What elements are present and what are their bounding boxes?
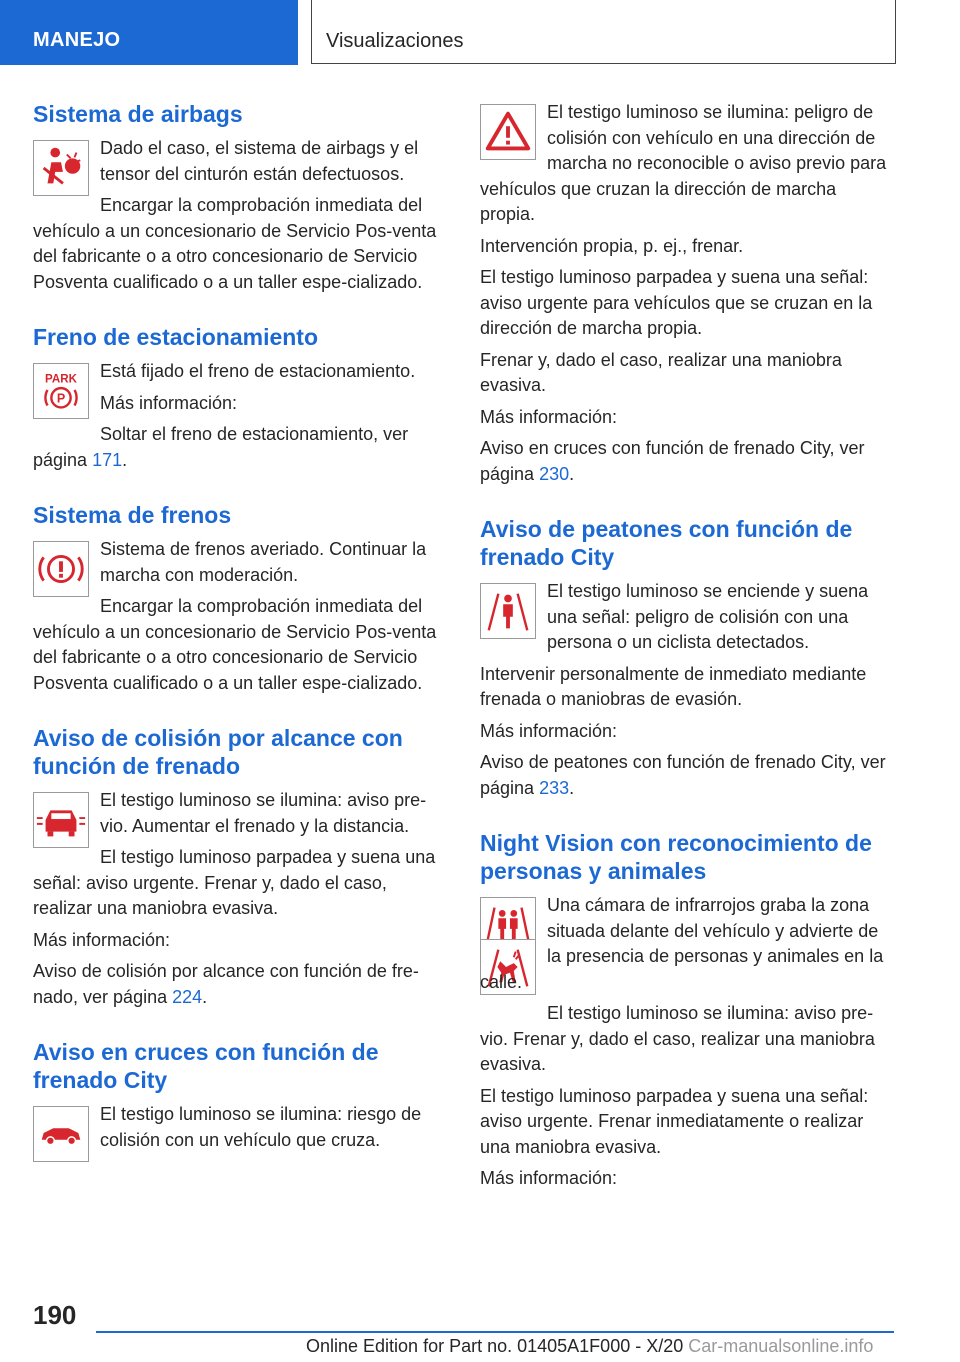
section-tab xyxy=(311,0,896,64)
page-number: 190 xyxy=(33,1300,77,1330)
park-brake-icon xyxy=(33,363,89,419)
collision-text-2: El testigo luminoso parpadea y suena una señal: aviso urgente. Frenar y, dado el caso, realizar una maniobra evasiva. xyxy=(33,847,436,918)
section-brakes xyxy=(33,501,443,696)
pedestrian-text-2: Intervenir personalmente de inmediato mediante frenada o maniobras de evasión. xyxy=(480,663,867,709)
chapter-title: MANEJO xyxy=(33,29,121,51)
crossing-ref-end: . xyxy=(569,463,575,484)
chapter-tab xyxy=(0,0,298,65)
heading-night-vision: Night Vision con reconocimiento de personas y animales xyxy=(480,830,872,884)
footer-edition: Online Edition for Part no. 01405A1F000 - X/20 xyxy=(306,1336,684,1356)
pedestrian-text-1: El testigo luminoso se enciende y suena una señal: peligro de colisión con una persona o un ciclista detectados. xyxy=(547,581,869,652)
section-night-vision xyxy=(480,829,896,1192)
parking-ref-end: . xyxy=(122,449,128,470)
section-title: Visualizaciones xyxy=(326,30,464,52)
crossing-text-1: El testigo luminoso se ilumina: riesgo de colisión con un vehículo que cruza. xyxy=(100,1104,422,1150)
park-icon-label: PARK xyxy=(45,373,77,386)
night-vision-text-1: Una cámara de infrarrojos graba la zona situada delante del vehículo y advierte de la presencia de personas y animales en la calle. xyxy=(480,895,884,992)
parking-text-3 xyxy=(33,422,443,473)
heading-collision-warning: Aviso de colisión por alcance con función de frenado xyxy=(33,725,403,779)
heading-airbags: Sistema de airbags xyxy=(33,101,243,127)
parking-ref-text: Soltar el freno de estacionamiento, ver página xyxy=(33,424,409,470)
airbags-text-1: Dado el caso, el sistema de airbags y el tensor del cinturón están defectuosos. xyxy=(100,138,419,184)
heading-crossing-warning: Aviso en cruces con función de frenado City xyxy=(33,1039,379,1093)
parking-text-1: Está fijado el freno de estacionamiento. xyxy=(100,361,416,381)
pedestrian-text-4 xyxy=(480,750,896,801)
footer-divider xyxy=(96,1331,894,1333)
pedestrian-text-3: Más información: xyxy=(480,720,618,741)
warning-triangle-icon xyxy=(480,104,536,160)
page-link-233[interactable]: 233 xyxy=(539,777,570,798)
brakes-text-2: Encargar la comprobación inmediata del vehículo a un concesionario de Servicio Pos-venta del fabricante o a otro concesionario de Servicio Posventa cualificado o a un taller espe-cializado. xyxy=(33,596,437,693)
pedestrian-ref-end: . xyxy=(569,777,575,798)
left-column xyxy=(33,100,443,1181)
page-link-171[interactable]: 171 xyxy=(92,449,123,470)
crossing-cont-text-4: Frenar y, dado el caso, realizar una maniobra evasiva. xyxy=(480,349,842,395)
airbags-text-2: Encargar la comprobación inmediata del vehículo a un concesionario de Servicio Pos-venta del fabricante o a otro concesionario de Servicio Posventa cualificado o a un taller espe-cializado. xyxy=(33,195,437,292)
collision-ref-end: . xyxy=(202,986,208,1007)
page-link-224[interactable]: 224 xyxy=(172,986,203,1007)
collision-text-4 xyxy=(33,959,443,1010)
heading-pedestrian-warning: Aviso de peatones con función de frenado City xyxy=(480,516,853,570)
footer xyxy=(306,1336,873,1357)
airbag-warning-icon xyxy=(33,140,89,196)
section-pedestrian-warning xyxy=(480,515,896,801)
night-vision-text-4: Más información: xyxy=(480,1168,618,1188)
collision-warning-icon xyxy=(33,792,89,848)
night-vision-text-2: El testigo luminoso se ilumina: aviso pre-vio. Frenar y, dado el caso, realizar una maniobra evasiva. xyxy=(480,1003,875,1074)
crossing-ref-text: Aviso en cruces con función de frenado City, ver página xyxy=(480,438,865,484)
collision-text-1: El testigo luminoso se ilumina: aviso pre-vio. Aumentar el frenado y la distancia. xyxy=(100,790,427,836)
right-column xyxy=(480,100,896,1220)
parking-text-2: Más información: xyxy=(100,392,238,413)
heading-brakes: Sistema de frenos xyxy=(33,502,232,528)
crossing-cont-text-2: Intervención propia, p. ej., frenar. xyxy=(480,235,744,256)
page-link-230[interactable]: 230 xyxy=(539,463,570,484)
crossing-cont-text-1: El testigo luminoso se ilumina: peligro de colisión con vehículo en una dirección de marcha no reconocible o aviso previo para vehículos que cruzan la dirección de marcha propia. xyxy=(480,102,887,224)
section-crossing-warning xyxy=(33,1038,443,1153)
collision-ref-text: Aviso de colisión por alcance con función de fre-nado, ver página xyxy=(33,961,419,1007)
pedestrian-ref-text: Aviso de peatones con función de frenado City, ver página xyxy=(480,752,886,798)
section-collision-warning xyxy=(33,724,443,1010)
crossing-warning-icon xyxy=(33,1106,89,1162)
crossing-cont-text-6 xyxy=(480,436,896,487)
crossing-cont-text-3: El testigo luminoso parpadea y suena una señal: aviso urgente para vehículos que se cruzan en la dirección de marcha propia. xyxy=(480,267,873,338)
section-parking-brake xyxy=(33,323,443,473)
section-crossing-continued xyxy=(480,100,896,487)
footer-watermark: Car-manualsonline.info xyxy=(688,1336,874,1356)
brakes-text-1: Sistema de frenos averiado. Continuar la marcha con moderación. xyxy=(100,539,427,585)
park-icon-letter: P xyxy=(56,391,66,406)
collision-text-3: Más información: xyxy=(33,929,171,950)
heading-parking-brake: Freno de estacionamiento xyxy=(33,324,319,350)
pedestrian-warning-icon xyxy=(480,583,536,639)
brake-system-icon xyxy=(33,541,89,597)
night-vision-text-3: El testigo luminoso parpadea y suena una señal: aviso urgente. Frenar inmediatamente o realizar una maniobra evasiva. xyxy=(480,1085,869,1157)
crossing-cont-text-5: Más información: xyxy=(480,406,618,427)
section-airbags xyxy=(33,100,443,295)
